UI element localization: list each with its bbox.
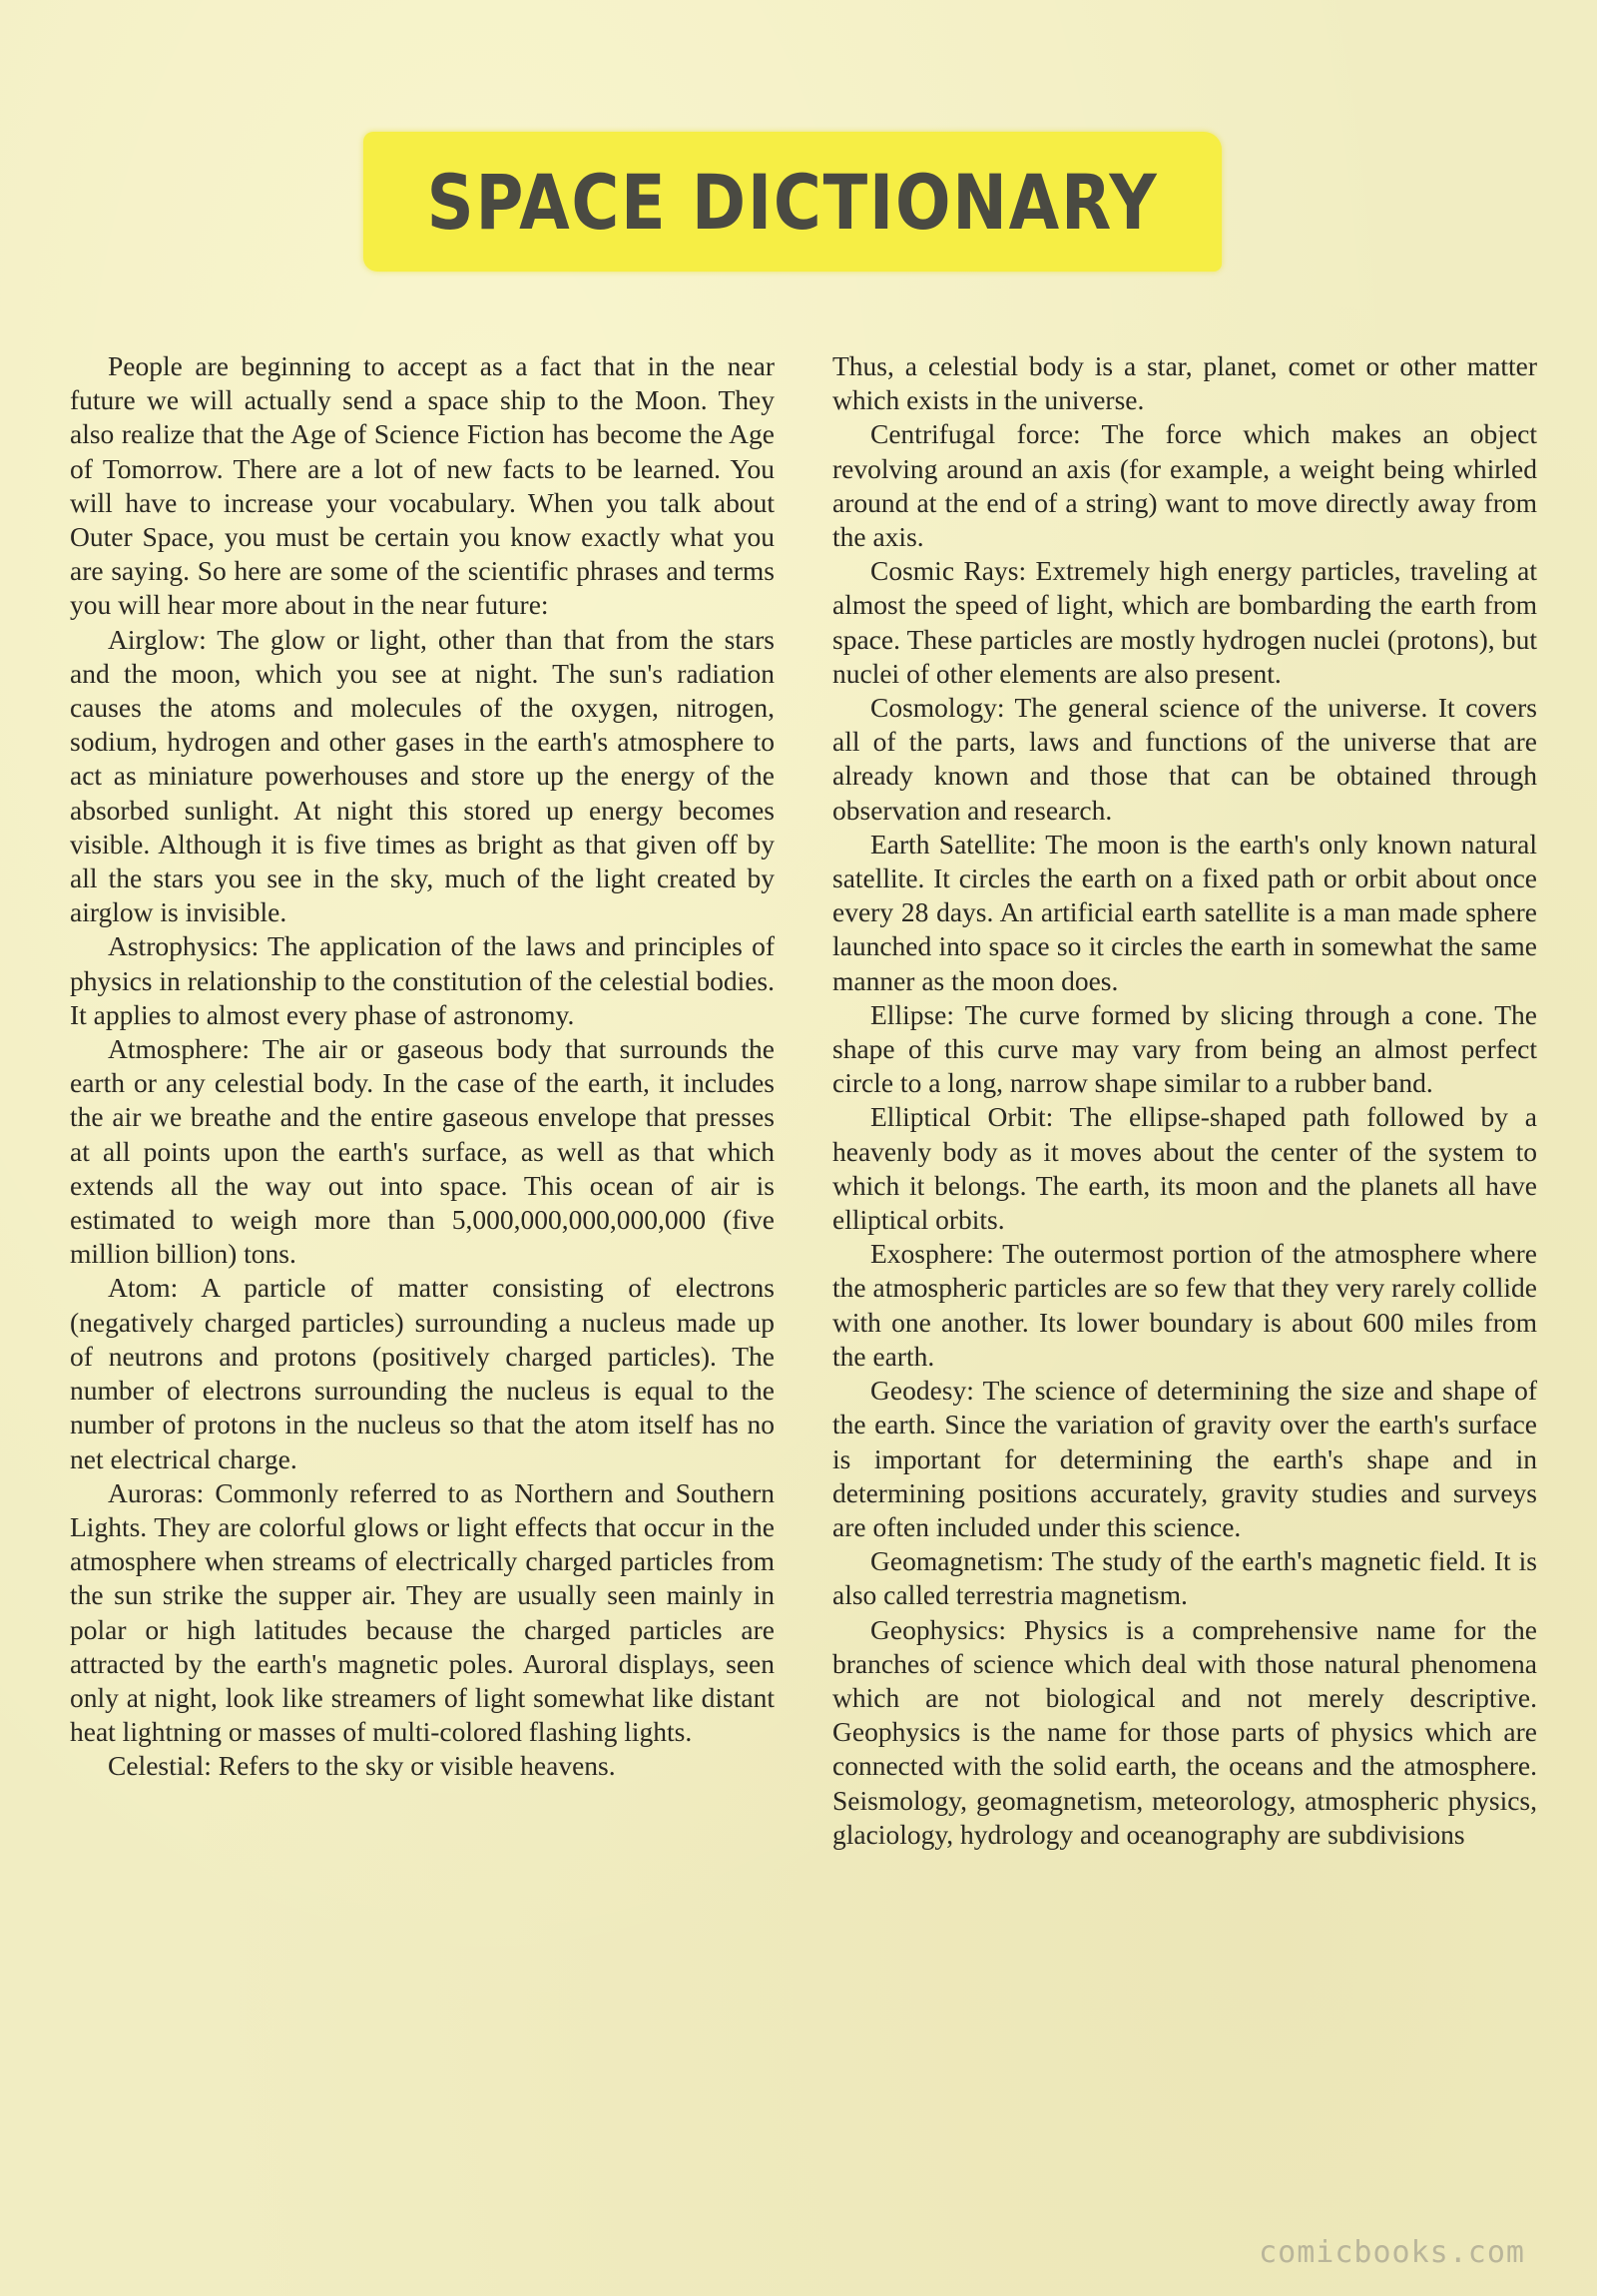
entry-auroras: Auroras: Commonly referred to as Northern and Southern Lights. They are colorful glows or light effects that occur in the atmosphere when streams of electrically charged particles from the sun strike the supper air. They are usually seen mainly in polar or high latitudes because the charged particles are attracted by the earth's magnetic poles. Auroral displays, seen only at night, look like streamers of light somewhat like distant heat lightning or masses of multi-colored flashing lights.: [70, 1476, 775, 1748]
entry-centrifugal-force: Centrifugal force: The force which makes an object revolving around an axis (for example, a weight being whirled around at the end of a string) want to move directly away from the axis.: [832, 418, 1537, 553]
entry-atmosphere: Atmosphere: The air or gaseous body that surrounds the earth or any celestial body. In the case of the earth, it includes the air we breathe and the entire gaseous envelope that presses at all points upon the earth's surface, as well as that which extends all the way out into space. This ocean of air is estimated to weigh more than 5,000,000,000,000,000 (five million billion) tons.: [70, 1033, 775, 1270]
entry-exosphere: Exosphere: The outermost portion of the atmosphere where the atmospheric particles are so few that they very rarely collide with one another. Its lower boundary is about 600 miles from the earth.: [832, 1238, 1537, 1372]
site-watermark: comicbooks.com: [1259, 2235, 1525, 2270]
entry-elliptical-orbit: Elliptical Orbit: The ellipse-shaped path followed by a heavenly body as it moves about the center of the system to which it belongs. The earth, its moon and the planets all have elliptical orbits.: [832, 1101, 1537, 1236]
left-column: [70, 349, 775, 1852]
title-banner: [363, 132, 1222, 272]
entry-geophysics: Geophysics: Physics is a comprehensive name for the branches of science which deal with those natural phenomena which are not biological and not merely descriptive. Geophysics is the name for those parts of physics which are connected with the solid earth, the oceans and the atmosphere. Seismology, geomagnetism, meteorology, atmospheric physics, glaciology, hydrology and oceanography are subdivisions: [832, 1613, 1537, 1850]
entry-geodesy: Geodesy: The science of determining the size and shape of the earth. Since the variation of gravity over the earth's surface is important for determining the earth's shape and in determining positions accurately, gravity studies and surveys are often included under this science.: [832, 1375, 1537, 1542]
article-columns: [70, 349, 1537, 1852]
right-column: [832, 349, 1537, 1852]
entry-airglow: Airglow: The glow or light, other than that from the stars and the moon, which you see at night. The sun's radiation causes the atoms and molecules of the oxygen, nitrogen, sodium, hydrogen and other gases in the earth's atmosphere to act as miniature powerhouses and store up the energy of the absorbed sunlight. At night this stored up energy becomes visible. Although it is five times as bright as that given off by all the stars you see in the sky, much of the light created by airglow is invisible.: [70, 623, 775, 928]
entry-ellipse: Ellipse: The curve formed by slicing through a cone. The shape of this curve may vary from being an almost perfect circle to a long, narrow shape similar to a rubber band.: [832, 998, 1537, 1099]
page-title: SPACE DICTIONARY: [426, 157, 1159, 247]
intro-paragraph: People are beginning to accept as a fact that in the near future we will actually send a space ship to the Moon. They also realize that the Age of Science Fiction has become the Age of Tomorrow. There are a lot of new facts to be learned. You will have to increase your vocabulary. When you talk about Outer Space, you must be certain you know exactly what you are saying. So here are some of the scientific phrases and terms you will hear more about in the near future:: [70, 350, 775, 621]
entry-geomagnetism: Geomagnetism: The study of the earth's magnetic field. It is also called terrestria magnetism.: [832, 1545, 1537, 1611]
entry-atom: Atom: A particle of matter consisting of electrons (negatively charged particles) surrounding a nucleus made up of neutrons and protons (positively charged particles). The number of electrons surrounding the nucleus is equal to the number of protons in the nucleus so that the atom itself has no net electrical charge.: [70, 1272, 775, 1474]
entry-cosmic-rays: Cosmic Rays: Extremely high energy particles, traveling at almost the speed of light, which are bombarding the earth from space. These particles are mostly hydrogen nuclei (protons), but nuclei of other elements are also present.: [832, 555, 1537, 689]
entry-celestial: Celestial: Refers to the sky or visible heavens.: [108, 1750, 616, 1782]
entry-earth-satellite: Earth Satellite: The moon is the earth's only known natural satellite. It circles the earth on a fixed path or orbit about once every 28 days. An artificial earth satellite is a man made sphere launched into space so it circles the earth in somewhat the same manner as the moon does.: [832, 828, 1537, 996]
entry-celestial-continued: Thus, a celestial body is a star, planet, comet or other matter which exists in the universe.: [832, 350, 1537, 416]
entry-astrophysics: Astrophysics: The application of the laws and principles of physics in relationship to the constitution of the celestial bodies. It applies to almost every phase of astronomy.: [70, 930, 775, 1030]
entry-cosmology: Cosmology: The general science of the universe. It covers all of the parts, laws and functions of the universe that are already known and those that can be obtained through observation and research.: [832, 692, 1537, 826]
